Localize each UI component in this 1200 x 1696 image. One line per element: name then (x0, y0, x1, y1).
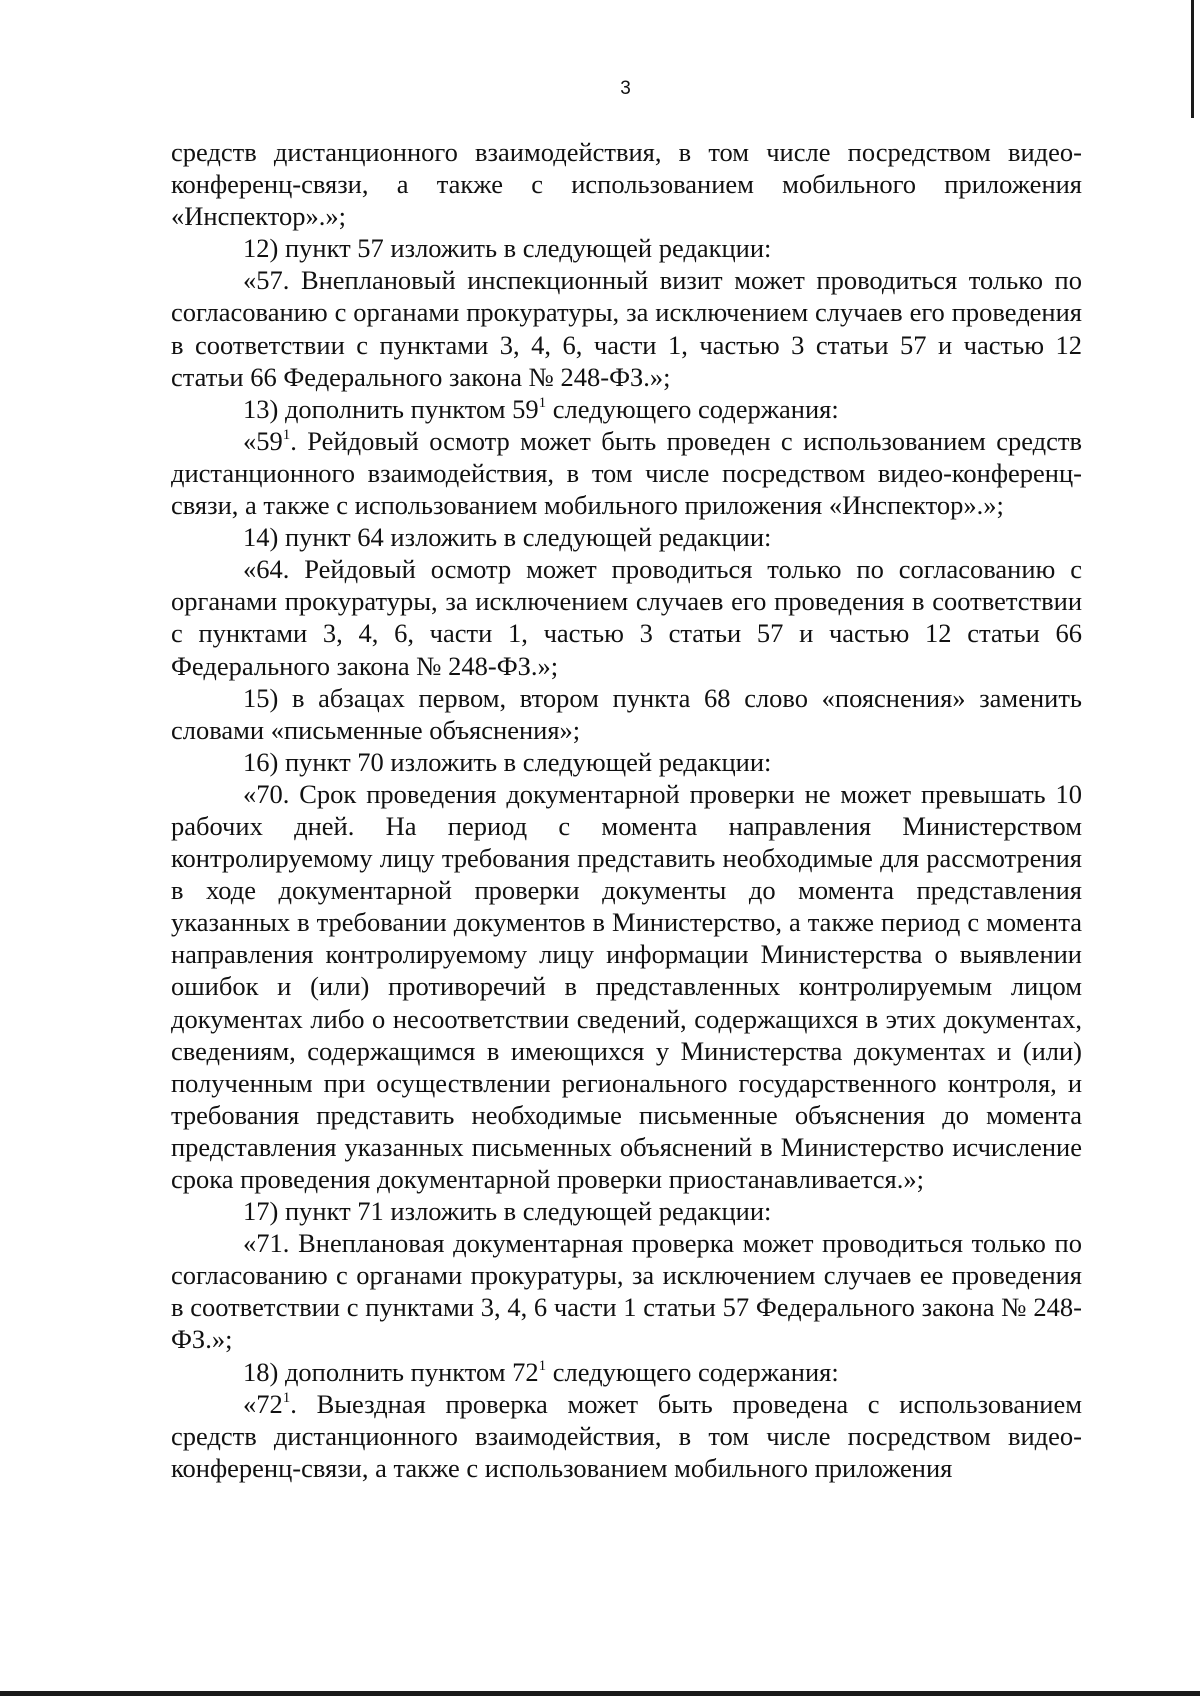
text-segment: . Выездная проверка может быть проведена с использованием средств дистанционного взаимодействия, в том числе посредством видео-конференц-связи, а также с использованием мобильного приложения (171, 1388, 1082, 1483)
paragraph-clause-72-1 (171, 1388, 1082, 1484)
superscript: 1 (538, 1357, 547, 1374)
paragraph-clause-57: «57. Внеплановый инспекционный визит может проводиться только по согласованию с органами прокуратуры, за исключением случаев его проведения в соответствии с пунктами 3, 4, 6, части 1, частью 3 статьи 57 и частью 12 статьи 66 Федерального закона № 248-ФЗ.»; (171, 265, 1082, 392)
text-segment: «72 (243, 1388, 283, 1419)
paragraph-item-16: 16) пункт 70 изложить в следующей редакции: (243, 746, 772, 777)
scan-edge-right (1191, 0, 1194, 118)
paragraph-clause-70: «70. Срок проведения документарной проверки не может превышать 10 рабочих дней. На период с момента направления Министерством контролируемому лицу требования представить необходимые для рассмотрения в ходе документарной проверки документы до момента представления указанных в требовании документов в Министерство, а также период с момента направления контролируемому лицу информации Министерства о выявлении ошибок и (или) противоречий в представленных контролируемым лицом документах либо о несоответствии сведений, содержащихся в этих документах, сведениям, содержащимся в имеющихся у Министерства документах и (или) полученным при осуществлении регионального государственного контроля, и требования представить необходимые письменные объяснения до момента представления указанных письменных объяснений в Министерство исчисление срока проведения документарной проверки приостанавливается.»; (171, 778, 1082, 1194)
text-segment: следующего содержания: (546, 1356, 839, 1387)
superscript: 1 (538, 394, 547, 411)
paragraph-item-15: 15) в абзацах первом, втором пункта 68 слово «пояснения» заменить словами «письменные объяснения»; (171, 682, 1082, 745)
document-body (171, 136, 1082, 1484)
paragraph-item-17: 17) пункт 71 изложить в следующей редакции: (243, 1196, 772, 1227)
superscript: 1 (282, 1389, 291, 1406)
scan-edge-bottom (0, 1691, 1200, 1696)
paragraph-item-18 (171, 1356, 1082, 1388)
paragraph-clause-64: «64. Рейдовый осмотр может проводиться только по согласованию с органами прокуратуры, за исключением случаев его проведения в соответствии с пунктами 3, 4, 6, части 1, частью 3 статьи 57 и частью 12 статьи 66 Федерального закона № 248-ФЗ.»; (171, 554, 1082, 681)
text-segment: 18) дополнить пунктом 72 (243, 1356, 539, 1387)
page-number: 3 (620, 78, 631, 99)
text-segment: следующего содержания: (546, 393, 839, 424)
text-segment: . Рейдовый осмотр может быть проведен с использованием средств дистанционного взаимодействия, в том числе посредством видео-конференц-связи, а также с использованием мобильного приложения «Инспектор».»; (171, 425, 1082, 521)
paragraph-item-13 (171, 393, 1082, 425)
paragraph-item-14: 14) пункт 64 изложить в следующей редакции: (243, 522, 772, 553)
paragraph-item-12: 12) пункт 57 изложить в следующей редакции: (243, 233, 772, 264)
paragraph-continuation: средств дистанционного взаимодействия, в том числе посредством видео-конференц-связи, а также с использованием мобильного приложения «Инспектор».»; (171, 137, 1082, 232)
superscript: 1 (282, 426, 291, 443)
paragraph-clause-71: «71. Внеплановая документарная проверка может проводиться только по согласованию с органами прокуратуры, за исключением случаев ее проведения в соответствии с пунктами 3, 4, 6 части 1 статьи 57 Федерального закона № 248-ФЗ.»; (171, 1228, 1082, 1355)
text-segment: «59 (243, 425, 283, 456)
paragraph-clause-59-1 (171, 425, 1082, 521)
text-segment: 13) дополнить пунктом 59 (243, 393, 539, 424)
